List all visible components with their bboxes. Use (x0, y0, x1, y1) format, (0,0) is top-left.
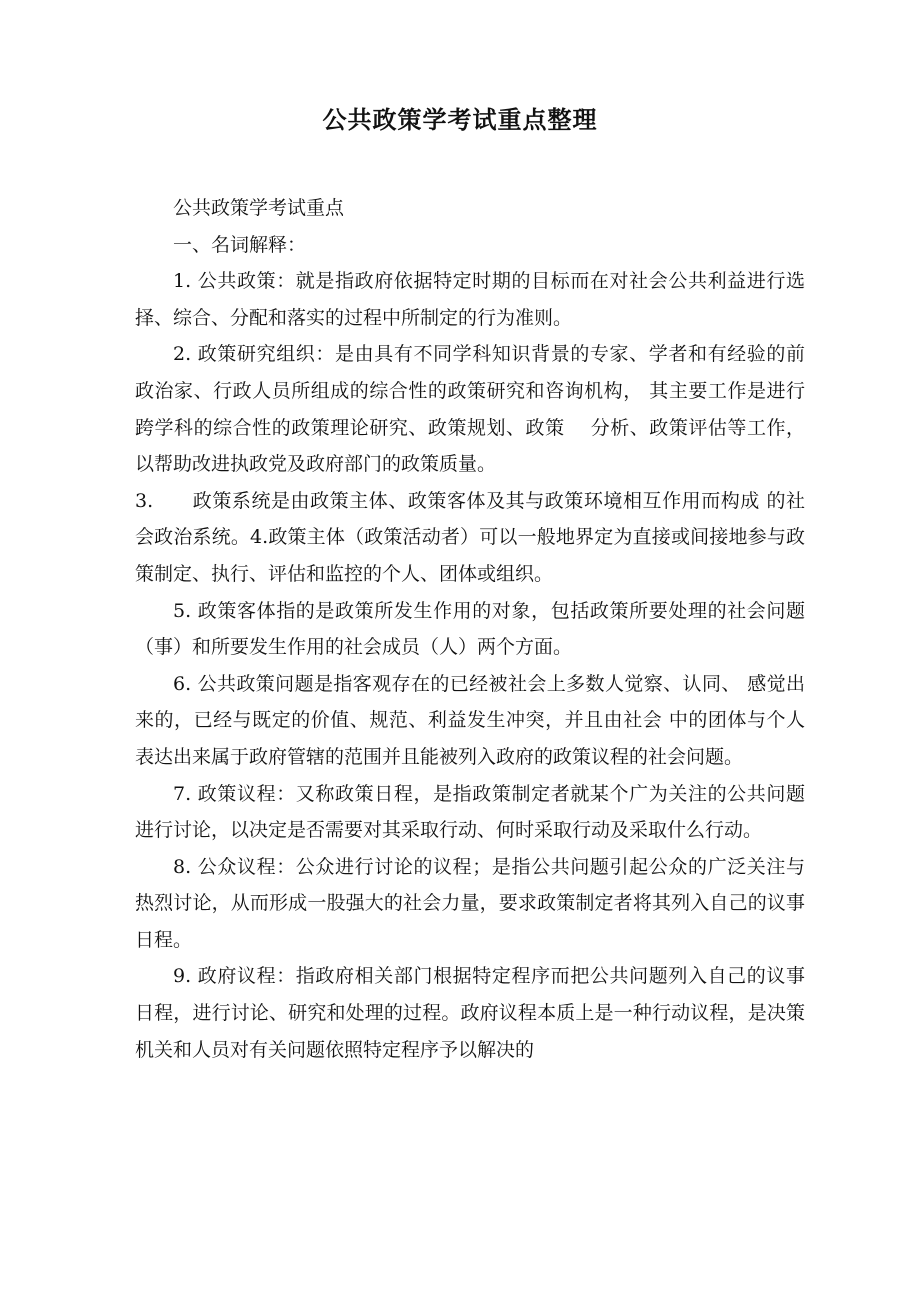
definition-paragraph: 9. 政府议程：指政府相关部门根据特定程序而把公共问题列入自己的议事日程，进行讨论、研究和处理的过程。政府议程本质上是一种行动议程，是决策机关和人员对有关问题依照特定程序予以解决的 (135, 965, 805, 1061)
definition-paragraph: 3. 政策系统是由政策主体、政策客体及其与政策环境相互作用而构成 的社会政治系统。4.政策主体（政策活动者）可以一般地界定为直接或间接地参与政策制定、执行、评估和监控的个人、团体或组织。 (135, 489, 805, 585)
section-heading: 公共政策学考试重点 (173, 197, 345, 219)
definition-paragraph: 6. 公共政策问题是指客观存在的已经被社会上多数人觉察、认同、 感觉出来的，已经与既定的价值、规范、利益发生冲突，并且由社会 中的团体与个人表达出来属于政府管辖的范围并且能被列入政府的政策议程的社会问题。 (135, 672, 805, 768)
subsection-heading: 一、名词解释： (173, 233, 307, 256)
definition-paragraph: 8. 公众议程：公众进行讨论的议程；是指公共问题引起公众的广泛关注与热烈讨论，从而形成一股强大的社会力量，要求政策制定者将其列入自己的议事日程。 (135, 855, 805, 951)
definition-paragraph: 2. 政策研究组织：是由具有不同学科知识背景的专家、学者和有经验的前政治家、行政人员所组成的综合性的政策研究和咨询机构， 其主要工作是进行跨学科的综合性的政策理论研究、政策规划、政策 分析、政策评估等工作，以帮助改进执政党及政府部门的政策质量。 (135, 343, 805, 476)
document-title: 公共政策学考试重点整理 (322, 106, 598, 134)
definition-paragraph: 5. 政策客体指的是政策所发生作用的对象，包括政策所要处理的社会问题（事）和所要发生作用的社会成员（人）两个方面。 (135, 599, 805, 659)
definition-paragraph: 1. 公共政策：就是指政府依据特定时期的目标而在对社会公共利益进行选择、综合、分配和落实的过程中所制定的行为准则。 (135, 270, 805, 329)
definition-paragraph: 7. 政策议程：又称政策日程，是指政策制定者就某个广为关注的公共问题进行讨论，以决定是否需要对其采取行动、何时采取行动及采取什么行动。 (135, 782, 805, 842)
document-body (135, 190, 805, 1068)
